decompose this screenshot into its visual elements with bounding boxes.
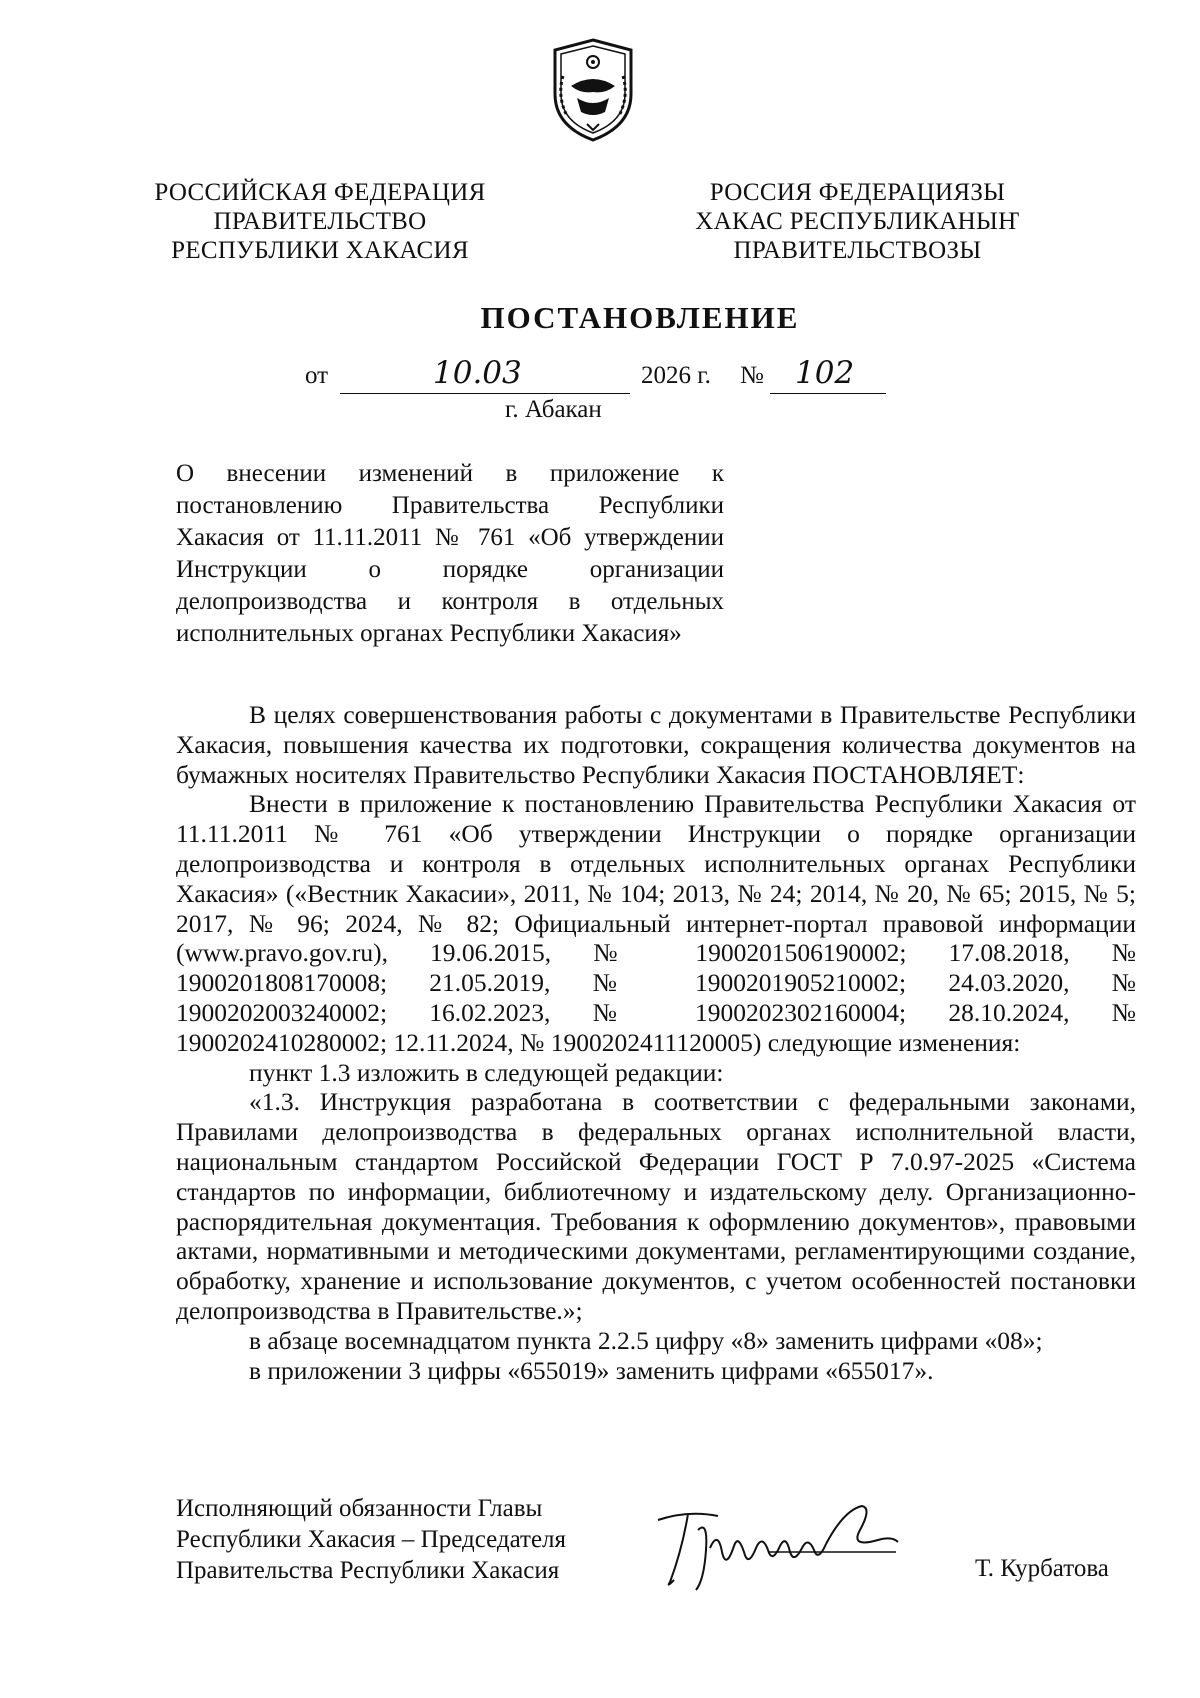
body-paragraph: В целях совершенствования работы с документами в Правительстве Республики Хакасия, повышения качества их подготовки, сокращения количества документов на бумажных носителях Правительство Республики Хакасия ПОСТАНОВЛЯЕТ: bbox=[176, 700, 1136, 789]
document-body bbox=[176, 700, 1136, 1385]
handwritten-date: 10.03 bbox=[433, 355, 522, 391]
handwritten-number: 102 bbox=[795, 355, 855, 391]
date-year: 2026 г. bbox=[641, 362, 711, 389]
date-prefix: от bbox=[305, 362, 329, 389]
body-paragraph: «1.3. Инструкция разработана в соответствии с федеральными законами, Правилами делопроизводства в федеральных органах исполнительной власти, национальным стандартом Российской Федерации ГОСТ Р 7.0.97-2025 «Система стандартов по информации, библиотечному и издательскому делу. Организационно-распорядительная документация. Требования к оформлению документов», правовыми актами, нормативными и методическими документами, регламентирующими создание, обработку, хранение и использование документов, с учетом особенностей постановки делопроизводства в Правительстве.»; bbox=[176, 1087, 1136, 1325]
number-sign: № bbox=[740, 362, 764, 389]
coat-of-arms-icon bbox=[543, 36, 643, 144]
number-underline bbox=[770, 393, 886, 394]
header-khakas bbox=[685, 178, 1030, 265]
header-line: РОССИЯ ФЕДЕРАЦИЯЗЫ bbox=[709, 179, 1006, 206]
body-paragraph: Внести в приложение к постановлению Правительства Республики Хакасия от 11.11.2011 № 761 «Об утверждении Инструкции о порядке организации делопроизводства и контроля в отдельных исполнительных органах Республики Хакасия» («Вестник Хакасии», 2011, № 104; 2013, № 24; 2014, № 20, № 65; 2015, № 5; 2017, № 96; 2024, № 82; Официальный интернет-портал правовой информации (www.pravo.gov.ru), 19.06.2015, № 1900201506190002; 17.08.2018, № 1900201808170008; 21.05.2019, № 1900201905210002; 24.03.2020, № 1900202003240002; 16.02.2023, № 1900202302160004; 28.10.2024, № 1900202410280002; 12.11.2024, № 1900202411120005) следующие изменения: bbox=[176, 789, 1136, 1057]
signer-name: Т. Курбатова bbox=[975, 1555, 1109, 1582]
date-underline bbox=[340, 393, 630, 394]
document-title: ПОСТАНОВЛЕНИЕ bbox=[480, 300, 800, 335]
body-paragraph: в абзаце восемнадцатом пункта 2.2.5 цифру «8» заменить цифрами «08»; bbox=[249, 1325, 1043, 1355]
header-russian bbox=[150, 178, 490, 265]
body-paragraph: пункт 1.3 изложить в следующей редакции: bbox=[249, 1057, 724, 1087]
position-line: Республики Хакасия – Председателя bbox=[176, 1526, 567, 1553]
signer-position bbox=[176, 1493, 566, 1586]
header-line: ПРАВИТЕЛЬСТВОЗЫ bbox=[733, 237, 982, 264]
handwritten-signature bbox=[648, 1490, 908, 1600]
header-line: РОССИЙСКАЯ ФЕДЕРАЦИЯ bbox=[154, 179, 486, 206]
header-line: ПРАВИТЕЛЬСТВО bbox=[213, 208, 427, 235]
city: г. Абакан bbox=[505, 396, 602, 423]
header-line: ХАКАС РЕСПУБЛИКАНЫҤ bbox=[695, 208, 1020, 235]
position-line: Исполняющий обязанности Главы bbox=[176, 1495, 543, 1522]
header-line: РЕСПУБЛИКИ ХАКАСИЯ bbox=[171, 237, 469, 264]
document-subject: О внесении изменений в приложение к постановлению Правительства Республики Хакасия от 11.11.2011 № 761 «Об утверждении Инструкции о порядке организации делопроизводства и контроля в отдельных исполнительных органах Республики Хакасия» bbox=[176, 460, 724, 647]
body-paragraph: в приложении 3 цифры «655019» заменить цифрами «655017». bbox=[249, 1355, 934, 1385]
position-line: Правительства Республики Хакасия bbox=[176, 1557, 560, 1584]
